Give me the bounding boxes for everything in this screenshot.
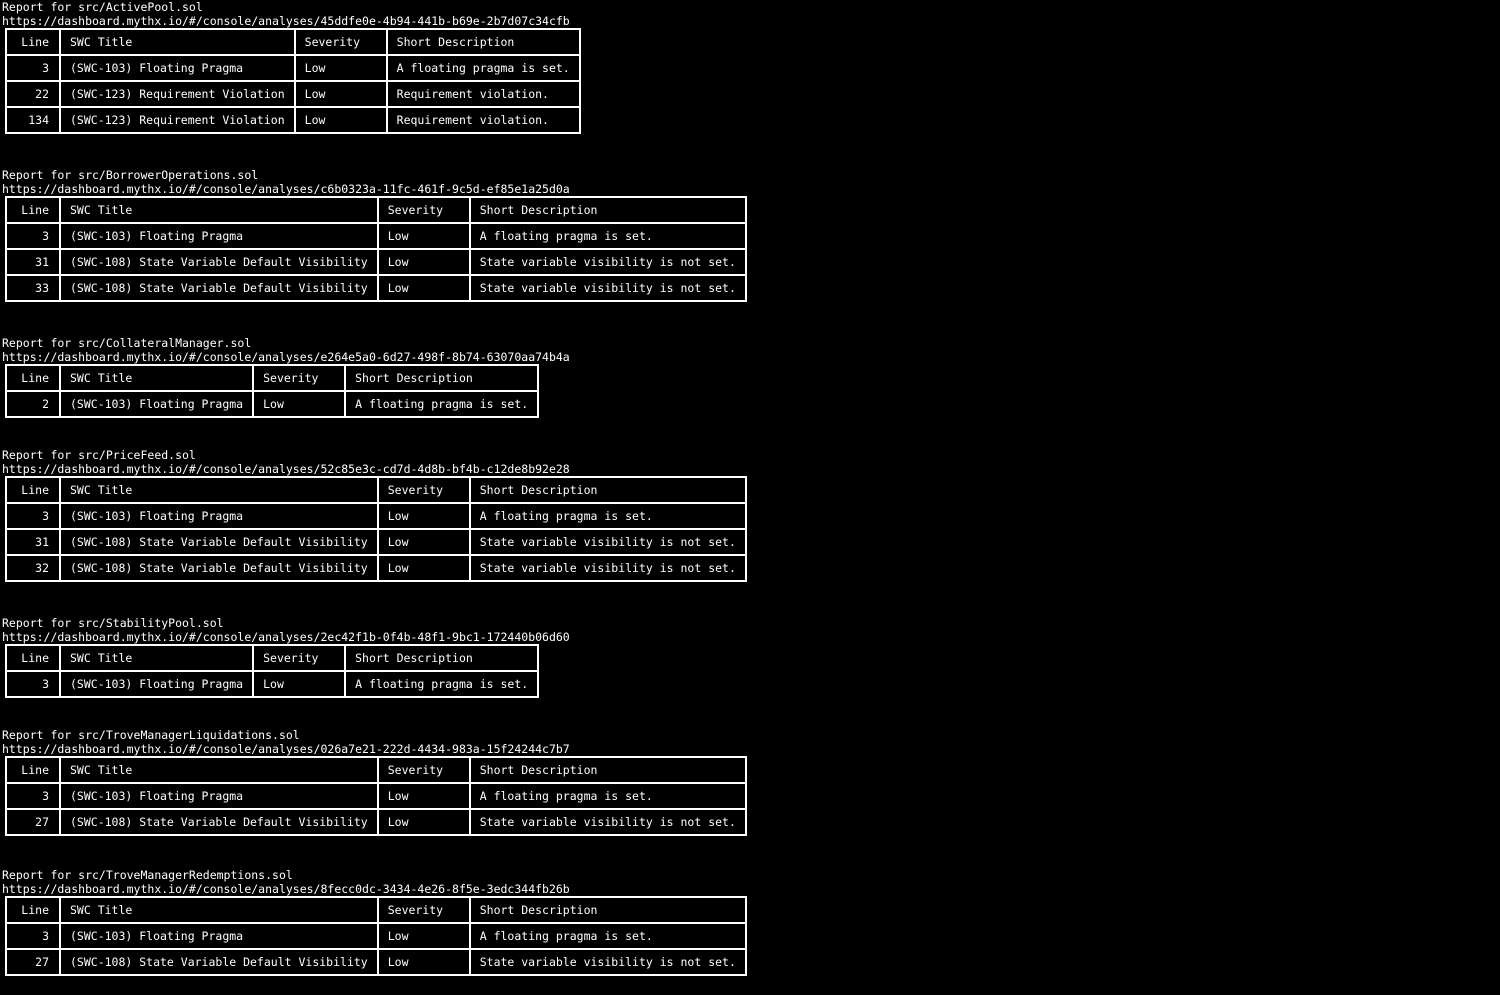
table-header-row [6, 897, 746, 923]
table-row [6, 275, 746, 301]
header-short-description: Short Description [470, 477, 746, 503]
cell-line: 3 [6, 55, 60, 81]
table-row [6, 529, 746, 555]
cell-swc-title: (SWC-103) Floating Pragma [60, 783, 378, 809]
cell-severity: Low [253, 671, 345, 697]
cell-swc-title: (SWC-103) Floating Pragma [60, 391, 253, 417]
report-file-line: Report for src/BorrowerOperations.sol [2, 168, 259, 182]
header-severity: Severity [295, 29, 387, 55]
issues-table [5, 364, 539, 418]
cell-short-description: Requirement violation. [387, 107, 580, 133]
table-header-row [6, 29, 580, 55]
header-swc-title: SWC Title [60, 757, 378, 783]
header-severity: Severity [253, 365, 345, 391]
cell-swc-title: (SWC-123) Requirement Violation [60, 81, 295, 107]
cell-line: 27 [6, 949, 60, 975]
cell-short-description: A floating pragma is set. [387, 55, 580, 81]
cell-line: 3 [6, 923, 60, 949]
report-block [2, 448, 747, 582]
cell-short-description: State variable visibility is not set. [470, 555, 746, 581]
report-block [2, 336, 570, 418]
header-line: Line [6, 645, 60, 671]
cell-short-description: A floating pragma is set. [470, 223, 746, 249]
cell-severity: Low [378, 503, 470, 529]
table-header-row [6, 757, 746, 783]
cell-short-description: State variable visibility is not set. [470, 949, 746, 975]
cell-severity: Low [378, 555, 470, 581]
header-short-description: Short Description [470, 757, 746, 783]
table-row [6, 249, 746, 275]
issues-table [5, 196, 747, 302]
cell-swc-title: (SWC-103) Floating Pragma [60, 223, 378, 249]
cell-line: 2 [6, 391, 60, 417]
table-row [6, 223, 746, 249]
cell-short-description: A floating pragma is set. [470, 783, 746, 809]
header-severity: Severity [378, 197, 470, 223]
header-short-description: Short Description [470, 197, 746, 223]
cell-line: 31 [6, 529, 60, 555]
table-row [6, 923, 746, 949]
header-line: Line [6, 29, 60, 55]
header-swc-title: SWC Title [60, 365, 253, 391]
report-file-line: Report for src/StabilityPool.sol [2, 616, 224, 630]
table-header-row [6, 645, 538, 671]
table-header-row [6, 365, 538, 391]
cell-severity: Low [378, 223, 470, 249]
report-file-line: Report for src/ActivePool.sol [2, 0, 203, 14]
header-severity: Severity [253, 645, 345, 671]
cell-swc-title: (SWC-108) State Variable Default Visibility [60, 249, 378, 275]
cell-short-description: A floating pragma is set. [345, 391, 538, 417]
cell-severity: Low [378, 809, 470, 835]
report-block [2, 616, 570, 698]
header-line: Line [6, 757, 60, 783]
issues-table [5, 896, 747, 976]
cell-short-description: A floating pragma is set. [470, 503, 746, 529]
cell-line: 134 [6, 107, 60, 133]
header-swc-title: SWC Title [60, 29, 295, 55]
table-row [6, 55, 580, 81]
cell-short-description: Requirement violation. [387, 81, 580, 107]
header-line: Line [6, 477, 60, 503]
table-header-row [6, 197, 746, 223]
cell-line: 3 [6, 783, 60, 809]
cell-swc-title: (SWC-103) Floating Pragma [60, 55, 295, 81]
header-swc-title: SWC Title [60, 477, 378, 503]
table-row [6, 81, 580, 107]
report-file-line: Report for src/TroveManagerLiquidations.sol [2, 728, 300, 742]
report-file-line: Report for src/TroveManagerRedemptions.sol [2, 868, 293, 882]
header-swc-title: SWC Title [60, 897, 378, 923]
cell-short-description: A floating pragma is set. [470, 923, 746, 949]
cell-swc-title: (SWC-108) State Variable Default Visibility [60, 529, 378, 555]
report-url[interactable]: https://dashboard.mythx.io/#/console/analyses/c6b0323a-11fc-461f-9c5d-ef85e1a25d0a [2, 182, 570, 196]
cell-line: 3 [6, 503, 60, 529]
report-url[interactable]: https://dashboard.mythx.io/#/console/analyses/8fecc0dc-3434-4e26-8f5e-3edc344fb26b [2, 882, 570, 896]
cell-line: 22 [6, 81, 60, 107]
header-severity: Severity [378, 757, 470, 783]
cell-severity: Low [378, 275, 470, 301]
table-row [6, 809, 746, 835]
cell-swc-title: (SWC-103) Floating Pragma [60, 671, 253, 697]
report-block [2, 0, 581, 134]
cell-severity: Low [378, 783, 470, 809]
cell-swc-title: (SWC-108) State Variable Default Visibility [60, 275, 378, 301]
cell-severity: Low [295, 107, 387, 133]
cell-short-description: State variable visibility is not set. [470, 809, 746, 835]
cell-short-description: A floating pragma is set. [345, 671, 538, 697]
report-url[interactable]: https://dashboard.mythx.io/#/console/analyses/45ddfe0e-4b94-441b-b69e-2b7d07c34cfb [2, 14, 570, 28]
cell-short-description: State variable visibility is not set. [470, 275, 746, 301]
header-swc-title: SWC Title [60, 197, 378, 223]
cell-swc-title: (SWC-103) Floating Pragma [60, 923, 378, 949]
report-url[interactable]: https://dashboard.mythx.io/#/console/analyses/52c85e3c-cd7d-4d8b-bf4b-c12de8b92e28 [2, 462, 570, 476]
cell-swc-title: (SWC-103) Floating Pragma [60, 503, 378, 529]
table-header-row [6, 477, 746, 503]
cell-severity: Low [378, 249, 470, 275]
cell-swc-title: (SWC-108) State Variable Default Visibility [60, 555, 378, 581]
issues-table [5, 756, 747, 836]
cell-swc-title: (SWC-108) State Variable Default Visibility [60, 949, 378, 975]
cell-short-description: State variable visibility is not set. [470, 529, 746, 555]
table-row [6, 503, 746, 529]
report-file-line: Report for src/CollateralManager.sol [2, 336, 252, 350]
issues-table [5, 28, 581, 134]
header-line: Line [6, 365, 60, 391]
cell-severity: Low [378, 949, 470, 975]
cell-line: 33 [6, 275, 60, 301]
report-block [2, 728, 747, 836]
report-url[interactable]: https://dashboard.mythx.io/#/console/analyses/026a7e21-222d-4434-983a-15f24244c7b7 [2, 742, 570, 756]
cell-short-description: State variable visibility is not set. [470, 249, 746, 275]
header-swc-title: SWC Title [60, 645, 253, 671]
report-url[interactable]: https://dashboard.mythx.io/#/console/analyses/2ec42f1b-0f4b-48f1-9bc1-172440b06d60 [2, 630, 570, 644]
cell-line: 31 [6, 249, 60, 275]
table-row [6, 783, 746, 809]
header-short-description: Short Description [345, 365, 538, 391]
table-row [6, 391, 538, 417]
cell-severity: Low [253, 391, 345, 417]
header-short-description: Short Description [345, 645, 538, 671]
cell-severity: Low [295, 81, 387, 107]
header-severity: Severity [378, 477, 470, 503]
header-line: Line [6, 897, 60, 923]
table-row [6, 671, 538, 697]
table-row [6, 555, 746, 581]
cell-line: 32 [6, 555, 60, 581]
cell-severity: Low [378, 529, 470, 555]
report-file-line: Report for src/PriceFeed.sol [2, 448, 196, 462]
issues-table [5, 644, 539, 698]
table-row [6, 107, 580, 133]
cell-severity: Low [378, 923, 470, 949]
cell-line: 3 [6, 671, 60, 697]
header-line: Line [6, 197, 60, 223]
header-short-description: Short Description [387, 29, 580, 55]
table-row [6, 949, 746, 975]
cell-line: 27 [6, 809, 60, 835]
cell-severity: Low [295, 55, 387, 81]
report-url[interactable]: https://dashboard.mythx.io/#/console/analyses/e264e5a0-6d27-498f-8b74-63070aa74b4a [2, 350, 570, 364]
header-severity: Severity [378, 897, 470, 923]
issues-table [5, 476, 747, 582]
report-block [2, 868, 747, 976]
cell-swc-title: (SWC-123) Requirement Violation [60, 107, 295, 133]
report-block [2, 168, 747, 302]
cell-line: 3 [6, 223, 60, 249]
header-short-description: Short Description [470, 897, 746, 923]
cell-swc-title: (SWC-108) State Variable Default Visibility [60, 809, 378, 835]
